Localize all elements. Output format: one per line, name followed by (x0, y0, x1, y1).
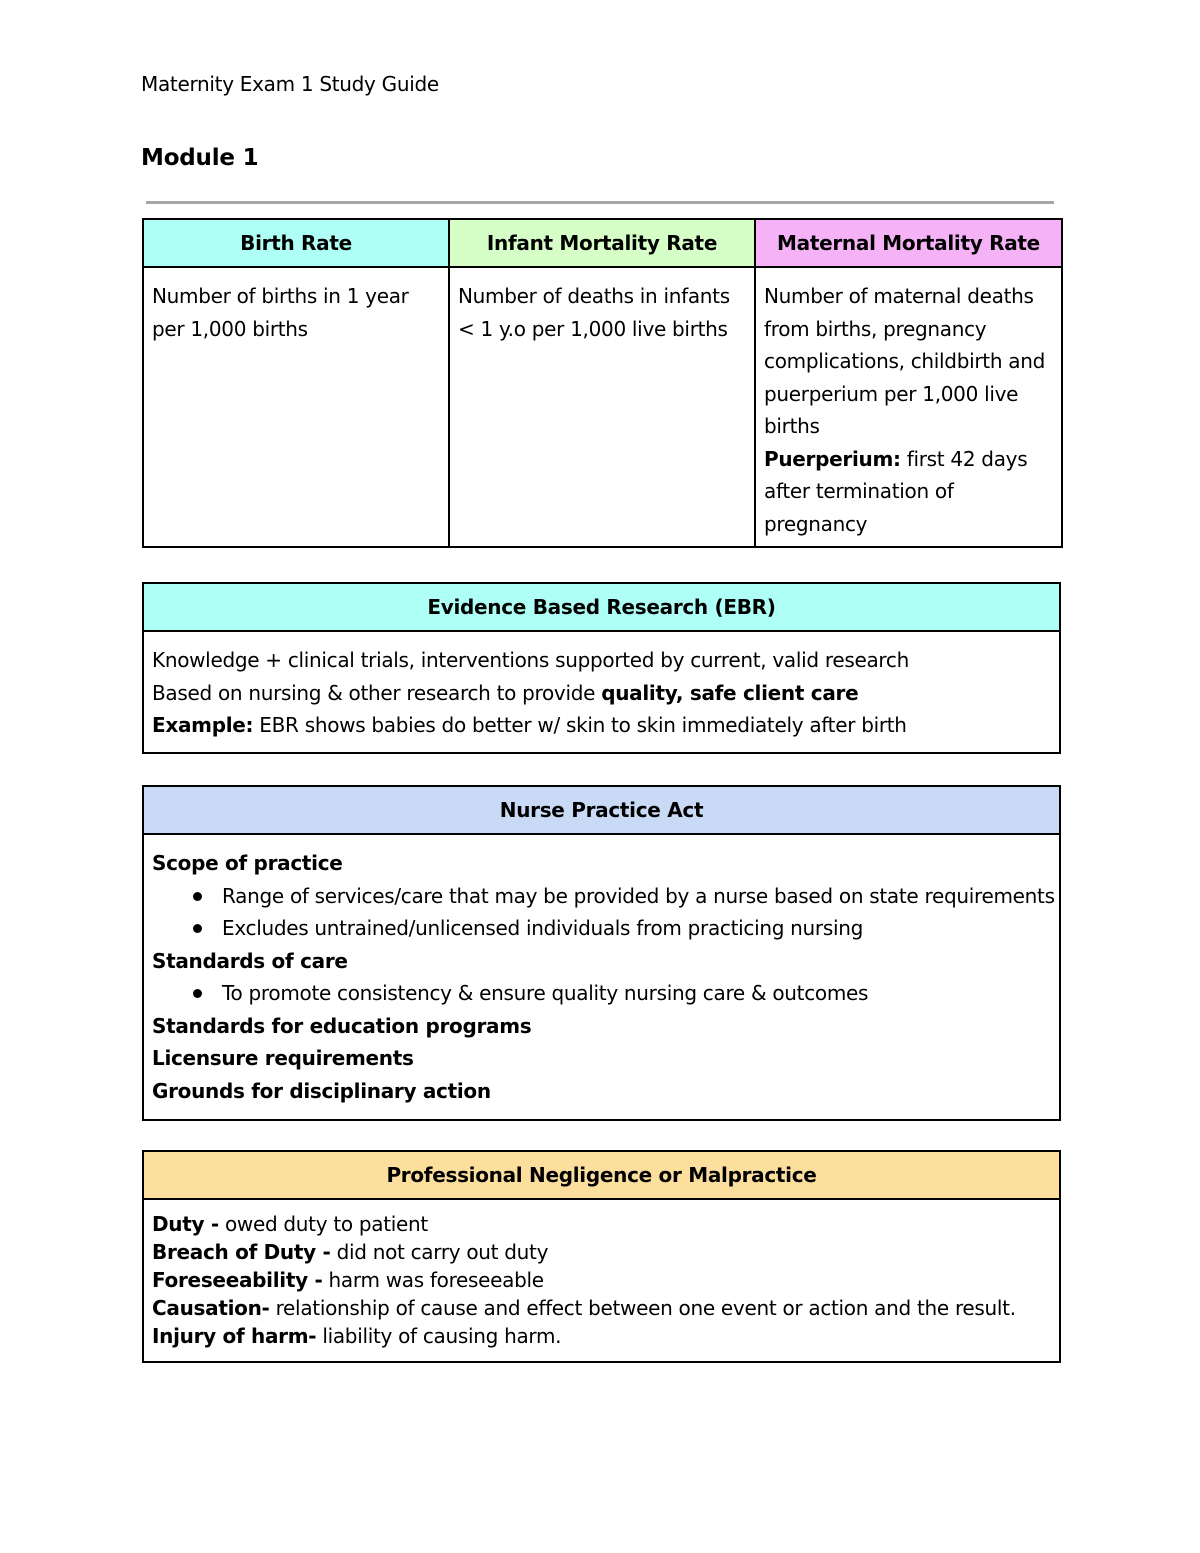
list-item-text: To promote consistency & ensure quality nursing care & outcomes (222, 981, 869, 1005)
negligence-item (152, 1294, 1051, 1322)
maternal-mortality-rate-definition (755, 267, 1062, 547)
text-line: after termination of (764, 479, 954, 503)
negligence-item (152, 1210, 1051, 1238)
section-divider (146, 201, 1054, 204)
text-line: Number of deaths in infants (458, 284, 730, 308)
text-line: complications, childbirth and (764, 349, 1045, 373)
negligence-item (152, 1238, 1051, 1266)
nurse-practice-act-header: Nurse Practice Act (143, 786, 1060, 834)
negligence-desc: did not carry out duty (330, 1240, 549, 1264)
list-item (152, 977, 1051, 1010)
ebr-example-text: EBR shows babies do better w/ skin to skin immediately after birth (253, 713, 907, 737)
scope-of-practice-label: Scope of practice (152, 851, 343, 875)
text-line: < 1 y.o per 1,000 live births (458, 316, 728, 341)
puerperium-text: first 42 days (906, 446, 1028, 471)
text-line: pregnancy (764, 511, 868, 536)
birth-rate-header: Birth Rate (143, 219, 449, 267)
licensure-requirements-label: Licensure requirements (152, 1046, 414, 1070)
ebr-line-text: Based on nursing & other research to provide (152, 680, 602, 705)
text-line: Number of births in 1 year (152, 284, 409, 308)
list-item (152, 880, 1055, 913)
infant-mortality-rate-header: Infant Mortality Rate (449, 219, 755, 267)
negligence-term: Foreseeability - (152, 1268, 323, 1292)
text-line: per 1,000 births (152, 316, 308, 341)
negligence-table (142, 1150, 1061, 1363)
negligence-item (152, 1322, 1051, 1350)
bullet-icon (193, 892, 202, 901)
negligence-content (143, 1199, 1060, 1362)
negligence-term: Causation- (152, 1296, 270, 1320)
negligence-term: Breach of Duty - (152, 1240, 331, 1264)
birth-rate-definition (143, 267, 449, 547)
list-item-text: Excludes untrained/unlicensed individuals from practicing nursing (222, 916, 863, 940)
list-item (152, 912, 1051, 945)
text-line: births (764, 414, 820, 438)
module-title: Module 1 (141, 145, 259, 171)
list-item-text: Range of services/care that may be provided by a nurse based on state requirements (222, 883, 1055, 908)
ebr-example-label: Example: (152, 713, 254, 737)
ebr-line-emphasis: quality, safe client care (601, 680, 859, 705)
negligence-desc: harm was foreseeable (322, 1268, 544, 1292)
ebr-table (142, 582, 1061, 754)
infant-mortality-rate-definition (449, 267, 755, 547)
text-line: puerperium per 1,000 live (764, 381, 1019, 406)
negligence-desc: owed duty to patient (218, 1212, 428, 1236)
education-programs-label: Standards for education programs (152, 1013, 532, 1038)
bullet-icon (193, 924, 202, 933)
ebr-header: Evidence Based Research (EBR) (143, 583, 1060, 631)
negligence-term: Duty - (152, 1212, 219, 1236)
negligence-item (152, 1266, 1051, 1294)
negligence-desc: relationship of cause and effect between one event or action and the result. (269, 1296, 1016, 1320)
negligence-header: Professional Negligence or Malpractice (143, 1151, 1060, 1199)
puerperium-label: Puerperium: (764, 446, 901, 471)
text-line: Number of maternal deaths (764, 284, 1034, 308)
negligence-desc: liability of causing harm. (316, 1324, 562, 1348)
ebr-content (143, 631, 1060, 753)
maternal-mortality-rate-header: Maternal Mortality Rate (755, 219, 1062, 267)
ebr-line: Knowledge + clinical trials, interventions supported by current, valid research (152, 648, 909, 672)
ebr-example-line (152, 709, 1051, 742)
nurse-practice-act-table (142, 785, 1061, 1121)
disciplinary-action-label: Grounds for disciplinary action (152, 1078, 491, 1103)
rates-table (142, 218, 1063, 548)
ebr-line (152, 677, 1051, 710)
text-line: from births, pregnancy (764, 316, 987, 341)
bullet-icon (193, 989, 202, 998)
puerperium-line (764, 443, 1053, 476)
document-header: Maternity Exam 1 Study Guide (141, 72, 439, 96)
nurse-practice-act-content (143, 834, 1060, 1120)
standards-of-care-label: Standards of care (152, 948, 348, 973)
negligence-term: Injury of harm- (152, 1324, 317, 1348)
